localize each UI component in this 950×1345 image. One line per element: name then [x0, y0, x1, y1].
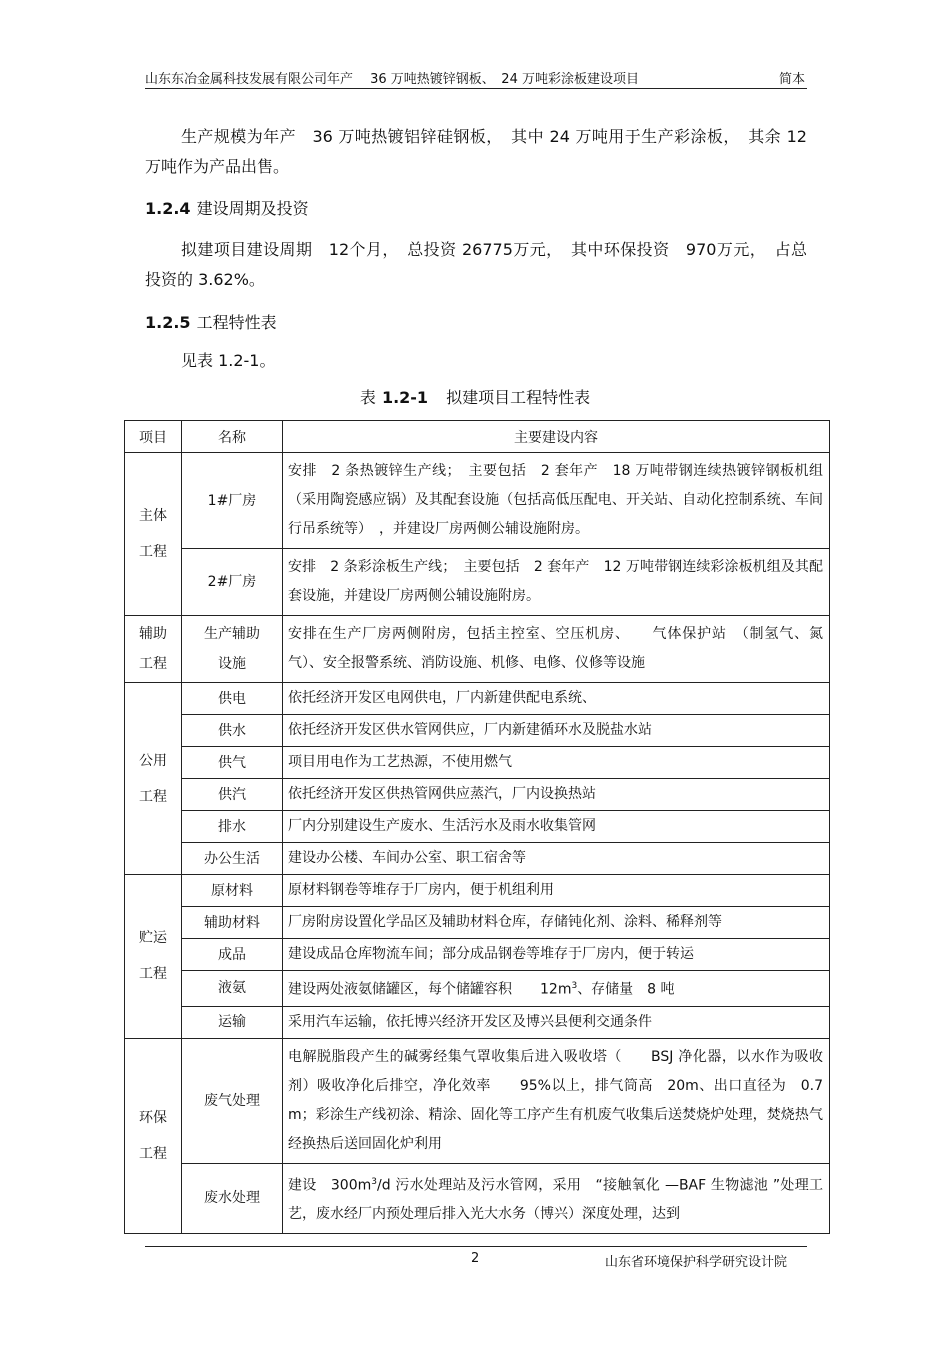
header-name: 名称	[182, 421, 283, 453]
table-row	[125, 1038, 830, 1163]
section-title: 工程特性表	[196, 313, 277, 332]
row-content: 厂房附房设置化学品区及辅助材料仓库，存储钝化剂、涂料、稀释剂等	[283, 907, 830, 939]
header-project: 项目	[125, 421, 182, 453]
row-name: 1#厂房	[182, 453, 283, 549]
category-env: 环保工程	[125, 1038, 182, 1234]
table-row	[125, 549, 830, 616]
row-name: 原材料	[182, 875, 283, 907]
header-content: 主要建设内容	[283, 421, 830, 453]
content-part: 、存储量 8 吨	[577, 981, 675, 998]
table-row	[125, 1163, 830, 1234]
table-row	[125, 616, 830, 683]
row-content: 安排 2 条热镀锌生产线； 主要包括 2 套年产 18 万吨带钢连续热镀锌钢板机组（采用陶瓷感应锅）及其配套设施（包括高低压配电、开关站、自动化控制系统、车间行吊系统等） ，并建设厂房两侧公辅设施附房。	[283, 453, 830, 549]
page-header	[145, 66, 807, 89]
category-aux: 辅助工程	[125, 616, 182, 683]
row-content: 依托经济开发区供水管网供应，厂内新建循环水及脱盐水站	[283, 715, 830, 747]
table-row	[125, 939, 830, 971]
table-row	[125, 843, 830, 875]
caption-text: 拟建项目工程特性表	[446, 388, 591, 407]
row-content: 项目用电作为工艺热源，不使用燃气	[283, 747, 830, 779]
row-name: 排水	[182, 811, 283, 843]
table-row	[125, 453, 830, 549]
content-part: 建设两处液氨储罐区，每个储罐容积 12m	[288, 981, 572, 998]
section-title: 建设周期及投资	[196, 199, 309, 218]
content-part: 建设 300m	[288, 1177, 372, 1194]
table-row	[125, 747, 830, 779]
caption-number: 1.2-1	[381, 388, 429, 407]
footer-organization: 山东省环境保护科学研究设计院	[604, 1255, 787, 1270]
row-content: 电解脱脂段产生的碱雾经集气罩收集后进入吸收塔（ BSJ 净化器，以水作为吸收剂）吸收净化后排空，净化效率 95%以上，排气筒高 20m、出口直径为 0.7m；彩涂生产线初涂、精涂、固化等工序产生有机废气收集后送焚烧炉处理，焚烧热气经换热后送回固化炉利用	[283, 1038, 830, 1163]
row-content: 依托经济开发区电网供电，厂内新建供配电系统、	[283, 683, 830, 715]
row-content: 采用汽车运输，依托博兴经济开发区及博兴县便利交通条件	[283, 1006, 830, 1038]
category-main: 主体工程	[125, 453, 182, 616]
row-content: 安排 2 条彩涂板生产线； 主要包括 2 套年产 12 万吨带钢连续彩涂板机组及其配套设施，并建设厂房两侧公辅设施附房。	[283, 549, 830, 616]
row-name: 办公生活	[182, 843, 283, 875]
row-content	[283, 971, 830, 1007]
section-number: 1.2.5	[145, 313, 191, 332]
table-row	[125, 683, 830, 715]
table-row	[125, 907, 830, 939]
content-part: /d 污水处理站及污水管网，采用 “接触氧化 —BAF 生物滤池 ”处理工艺，废水经厂内预处理后排入光大水务（博兴）深度处理，达到	[288, 1177, 823, 1223]
table-row	[125, 811, 830, 843]
row-name: 废气处理	[182, 1038, 283, 1163]
table-caption	[0, 385, 950, 408]
row-name: 2#厂房	[182, 549, 283, 616]
row-name: 液氨	[182, 971, 283, 1007]
section-number: 1.2.4	[145, 199, 191, 218]
caption-prefix: 表	[359, 388, 376, 407]
superscript: 3	[571, 981, 578, 991]
category-storage: 贮运工程	[125, 875, 182, 1039]
table-row	[125, 1006, 830, 1038]
superscript: 3	[371, 1176, 377, 1187]
table-row	[125, 715, 830, 747]
row-name: 废水处理	[182, 1163, 283, 1234]
table-row	[125, 779, 830, 811]
row-name: 供水	[182, 715, 283, 747]
row-name: 供汽	[182, 779, 283, 811]
row-content	[283, 1163, 830, 1234]
project-characteristics-table	[124, 420, 830, 1234]
row-name: 运输	[182, 1006, 283, 1038]
section-heading-1-2-5	[145, 310, 277, 333]
investment-paragraph: 拟建项目建设周期 12个月， 总投资 26775万元， 其中环保投资 970万元， 占总投资的 3.62%。	[145, 240, 807, 289]
row-name: 供电	[182, 683, 283, 715]
row-name: 成品	[182, 939, 283, 971]
table-header-row	[125, 421, 830, 453]
row-content: 建设办公楼、车间办公室、职工宿舍等	[283, 843, 830, 875]
row-name: 辅助材料	[182, 907, 283, 939]
row-name: 生产辅助设施	[182, 616, 283, 683]
row-content: 依托经济开发区供热管网供应蒸汽，厂内设换热站	[283, 779, 830, 811]
table-row	[125, 971, 830, 1007]
header-label: 简本	[778, 72, 805, 87]
row-content: 安排在生产厂房两侧附房，包括主控室、空压机房、 气体保护站 （制氢气、氮气）、安全报警系统、消防设施、机修、电修、仪修等设施	[283, 616, 830, 683]
row-name: 供气	[182, 747, 283, 779]
table-row	[125, 875, 830, 907]
row-content: 厂内分别建设生产废水、生活污水及雨水收集管网	[283, 811, 830, 843]
section-heading-1-2-4	[145, 196, 309, 219]
category-public: 公用工程	[125, 683, 182, 875]
production-scale-paragraph: 生产规模为年产 36 万吨热镀铝锌硅钢板， 其中 24 万吨用于生产彩涂板， 其余 12 万吨作为产品出售。	[145, 127, 807, 176]
row-content: 建设成品仓库物流车间；部分成品钢卷等堆存于厂房内，便于转运	[283, 939, 830, 971]
see-table-paragraph: 见表 1.2-1。	[181, 351, 276, 370]
page-footer	[145, 1246, 807, 1271]
page-number: 2	[471, 1251, 480, 1266]
header-title: 山东东冶金属科技发展有限公司年产 36 万吨热镀锌钢板、 24 万吨彩涂板建设项目	[145, 72, 639, 87]
row-content: 原材料钢卷等堆存于厂房内，便于机组利用	[283, 875, 830, 907]
